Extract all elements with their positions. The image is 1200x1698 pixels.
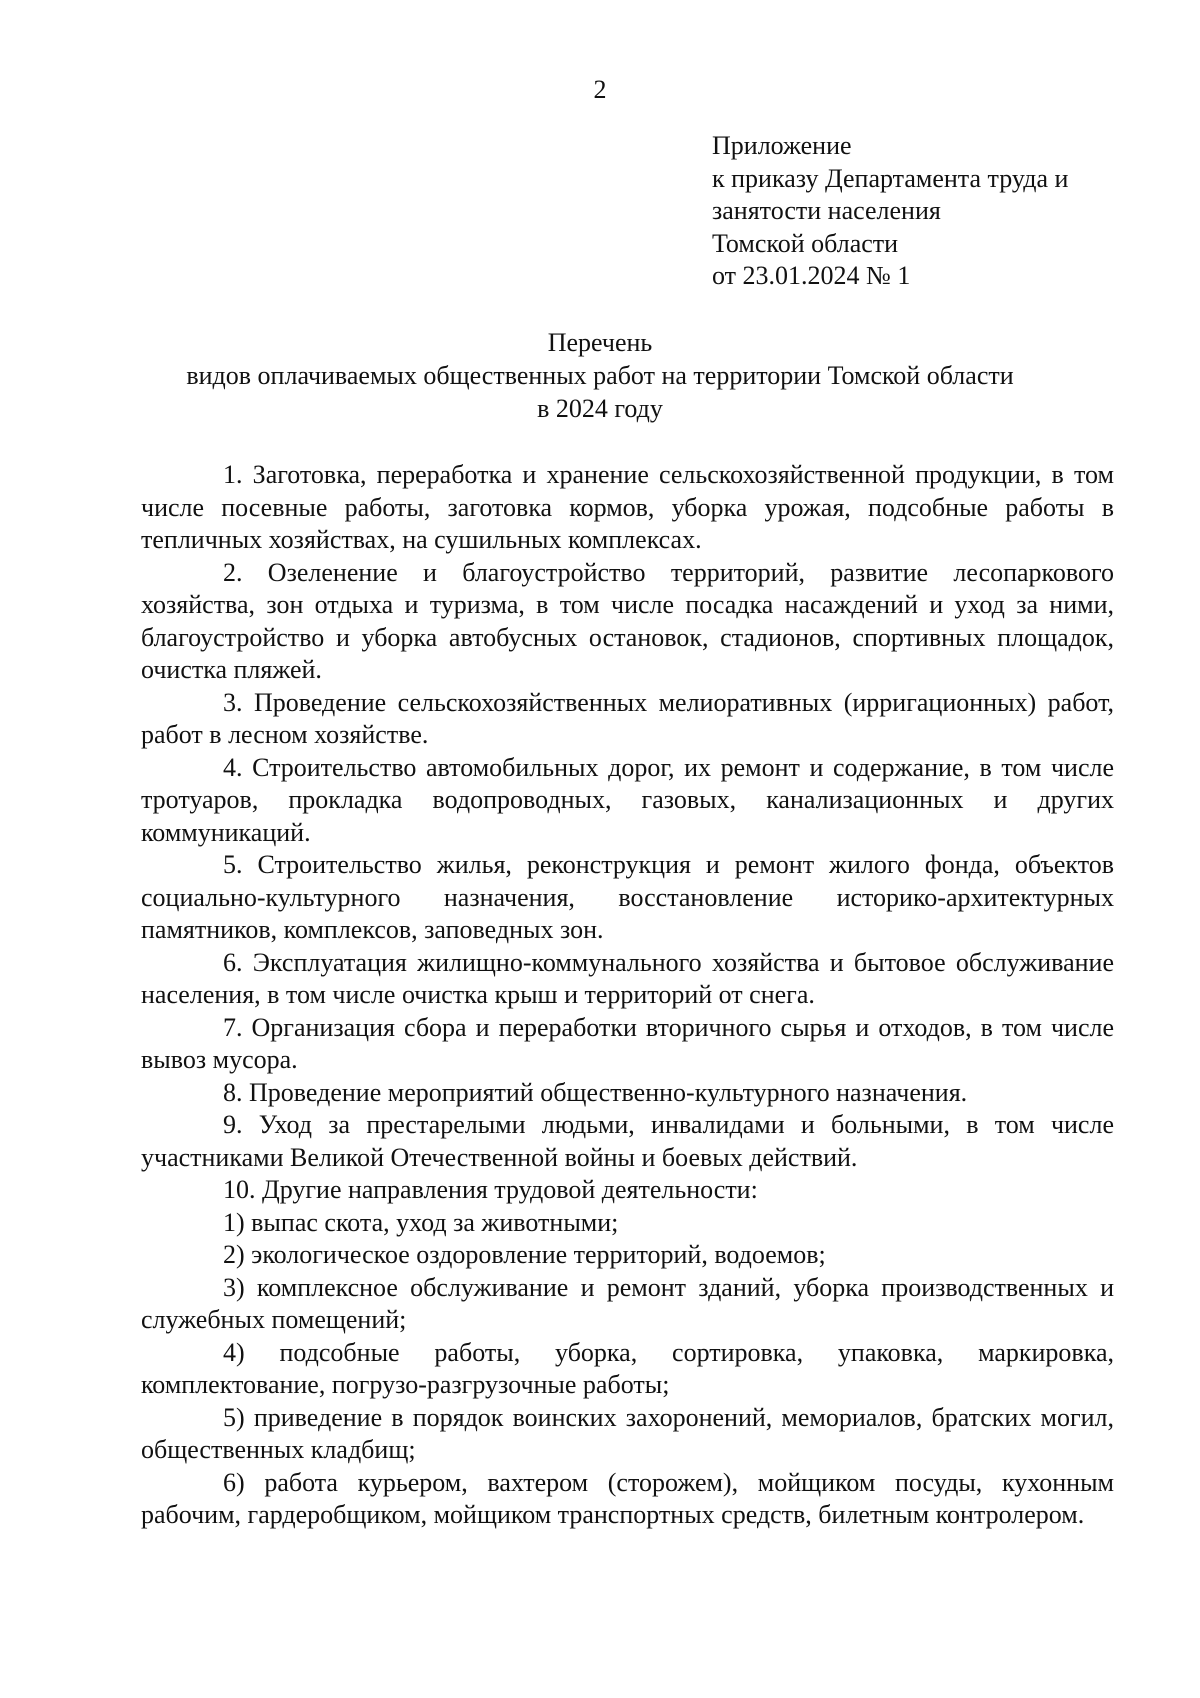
page-number: 2 (593, 75, 607, 104)
appendix-header (712, 130, 1152, 293)
list-item: 3. Проведение сельскохозяйственных мелиоративных (ирригационных) работ, работ в лесном хозяйстве. (141, 687, 1114, 749)
list-item: 8. Проведение мероприятий общественно-культурного назначения. (223, 1077, 968, 1107)
list-item: 10. Другие направления трудовой деятельности: (223, 1175, 758, 1204)
appendix-line: Приложение (712, 131, 852, 160)
list-item: 1. Заготовка, переработка и хранение сельскохозяйственной продукции, в том числе посевные работы, заготовка кормов, уборка урожая, подсобные работы в тепличных хозяйствах, на сушильных комплексах. (141, 460, 1114, 554)
list-item: 2. Озеленение и благоустройство территорий, развитие лесопаркового хозяйства, зон отдыха и туризма, в том числе посадка насаждений и уход за ними, благоустройство и уборка автобусных остановок, стадионов, спортивных площадок, очистка пляжей. (141, 557, 1114, 684)
appendix-line: к приказу Департамента труда и (712, 163, 1069, 193)
sub-item: 6) работа курьером, вахтером (сторожем), мойщиком посуды, кухонным рабочим, гардеробщиком, мойщиком транспортных средств, билетным контролером. (141, 1467, 1114, 1529)
title-line: в 2024 году (537, 394, 663, 423)
sub-item: 3) комплексное обслуживание и ремонт зданий, уборка производственных и служебных помещений; (141, 1272, 1114, 1334)
appendix-line: занятости населения (712, 196, 941, 225)
title-line: Перечень (547, 328, 653, 357)
sub-item: 4) подсобные работы, уборка, сортировка, упаковка, маркировка, комплектование, погрузо-разгрузочные работы; (141, 1337, 1114, 1399)
sub-item: 1) выпас скота, уход за животными; (223, 1207, 619, 1237)
appendix-line: Томской области (712, 228, 899, 258)
list-item: 6. Эксплуатация жилищно-коммунального хозяйства и бытовое обслуживание населения, в том числе очистка крыш и территорий от снега. (141, 947, 1114, 1009)
title-line: видов оплачиваемых общественных работ на территории Томской области (186, 361, 1014, 390)
sub-item: 5) приведение в порядок воинских захоронений, мемориалов, братских могил, общественных кладбищ; (141, 1402, 1114, 1464)
document-body (141, 459, 1114, 1532)
list-item: 4. Строительство автомобильных дорог, их ремонт и содержание, в том числе тротуаров, прокладка водопроводных, газовых, канализационных и других коммуникаций. (141, 752, 1114, 847)
list-item: 7. Организация сбора и переработки вторичного сырья и отходов, в том числе вывоз мусора. (141, 1012, 1114, 1074)
sub-item: 2) экологическое оздоровление территорий, водоемов; (223, 1240, 826, 1269)
list-item: 9. Уход за престарелыми людьми, инвалидами и больными, в том числе участниками Великой Отечественной войны и боевых действий. (141, 1110, 1114, 1172)
list-item: 5. Строительство жилья, реконструкция и ремонт жилого фонда, объектов социально-культурного назначения, восстановление историко-архитектурных памятников, комплексов, заповедных зон. (141, 850, 1114, 944)
appendix-line: от 23.01.2024 № 1 (712, 261, 911, 290)
document-title (0, 326, 1200, 425)
